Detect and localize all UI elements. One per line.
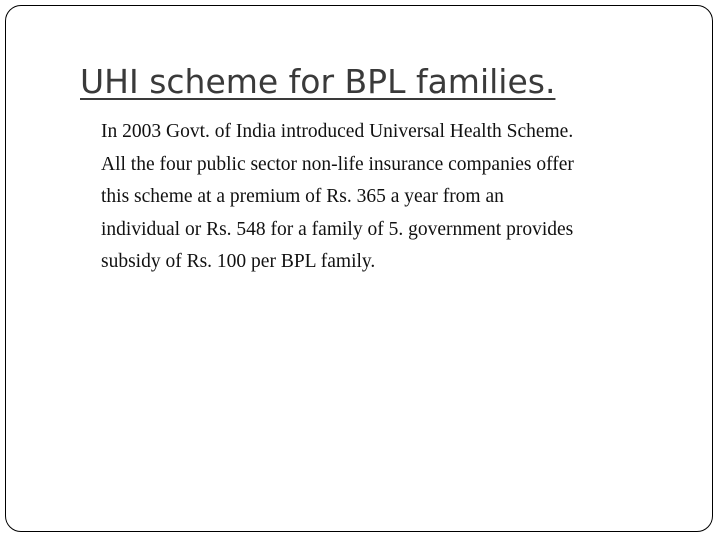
body-line: individual or Rs. 548 for a family of 5. government provides: [101, 218, 574, 240]
body-line: All the four public sector non-life insurance companies offer: [101, 153, 574, 175]
body-line: this scheme at a premium of Rs. 365 a year from an: [101, 186, 504, 207]
slide-title: UHI scheme for BPL families.: [80, 62, 556, 101]
body-line: subsidy of Rs. 100 per BPL family.: [101, 251, 376, 272]
slide-body-text: [101, 116, 681, 279]
body-line: In 2003 Govt. of India introduced Universal Health Scheme.: [101, 121, 574, 142]
